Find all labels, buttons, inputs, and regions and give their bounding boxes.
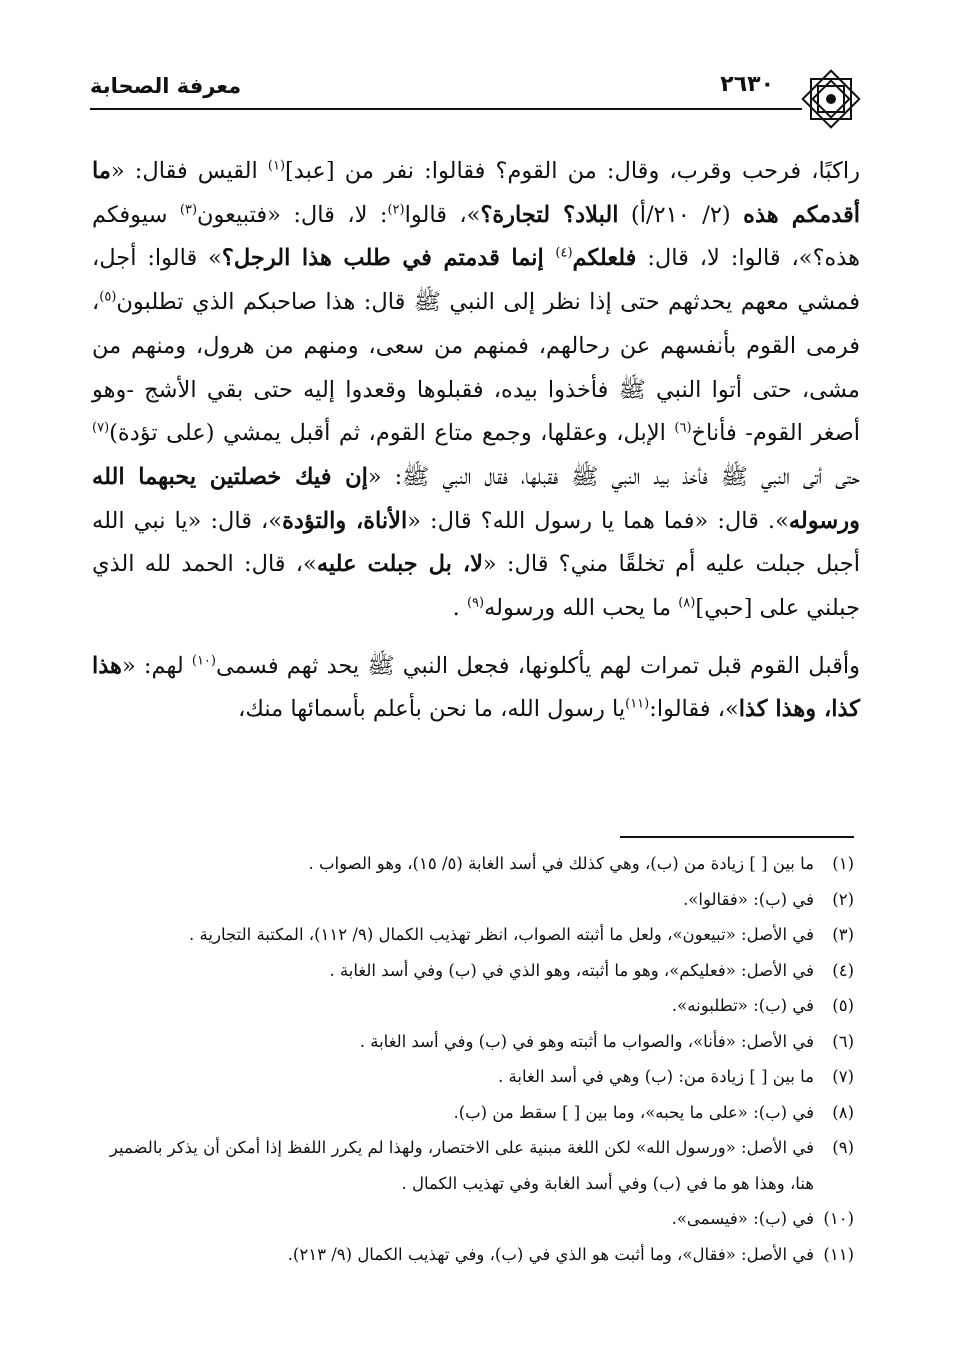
bold-quote: الأناة، والتؤدة (282, 507, 408, 534)
paragraph-1 (92, 150, 860, 631)
footnote-marker: (٦) (674, 420, 692, 436)
text-run: ». قال: «فما هما يا رسول الله؟ قال: « (407, 507, 789, 534)
text-run: حتى أتى النبي ﷺ فأخذ بيد النبي ﷺ فقبلها، فقال النبي ﷺ: « (367, 463, 860, 490)
footnote-number: (٨) (832, 1102, 854, 1122)
footnote-text: ما بين [ ] زيادة من: (ب) وهي في أسد الغابة . (498, 1067, 814, 1086)
footnote-text: في الأصل: «تبيعون»، ولعل ما أثبته الصواب، انظر تهذيب الكمال (٩/ ١١٢)، المكتبة التجارية . (189, 925, 814, 944)
footnote (82, 1130, 854, 1201)
footnote-text: في الأصل: «فعليكم»، وهو ما أثبته، وهو الذي في (ب) وفي أسد الغابة . (329, 960, 814, 980)
footnote-marker: (١١) (625, 696, 650, 712)
footnote-number: (٣) (832, 925, 854, 944)
text-run: يا رسول الله، ما نحن بأعلم بأسمائها منك، (238, 696, 626, 723)
bold-quote: البلاد؟ لتجارة؟ (480, 201, 619, 228)
footnote-text: في (ب): «تطلبونه». (671, 996, 814, 1015)
footnote-number: (٩) (832, 1138, 854, 1157)
footnote-number: (١٠) (823, 1209, 854, 1228)
footnote (82, 1024, 854, 1060)
footnote (82, 1237, 854, 1273)
footnote-number: (٢) (832, 889, 854, 909)
text-run: »، قال: الحمد لله الذي جبلني على [حبي] (92, 551, 860, 622)
text-run: القيس فقال: « (110, 158, 268, 184)
text-run: : لا، قال: «فتبيعون (197, 201, 388, 228)
footnote-number: (٦) (832, 1031, 854, 1051)
footnote-number: (١١) (823, 1244, 854, 1264)
text-run: »، فقالوا: (649, 696, 739, 723)
footnote (82, 1059, 854, 1095)
footnote-text: في (ب): «على ما يحبه»، وما بين [ ] سقط من (ب). (453, 1102, 814, 1122)
footnote-text: في الأصل: «فأنا»، والصواب ما أثبته وهو في (ب) وفي أسد الغابة . (359, 1031, 814, 1051)
running-title: معرفة الصحابة (90, 74, 242, 98)
footnote-marker: (١٠) (191, 653, 216, 669)
footnote-separator (620, 836, 854, 838)
text-run: . (452, 595, 467, 622)
page-number: ٢٦٣٠ (720, 72, 774, 97)
footnote-text: ما بين [ ] زيادة من (ب)، وهي كذلك في أسد الغابة (٥/ ١٥)، وهو الصواب . (308, 854, 814, 873)
footnote-text: في الأصل: «فقال»، وما أثبت هو الذي في (ب)، وفي تهذيب الكمال (٩/ ٢١٣). (287, 1244, 814, 1264)
footnote-text: في (ب): «فيسمى». (671, 1209, 814, 1228)
footnote (82, 953, 854, 989)
footnote-marker: (٢) (387, 202, 405, 218)
footnote-marker: (٨) (678, 595, 696, 611)
footnote-text: في (ب): «فقالوا». (683, 889, 814, 909)
footnote (82, 846, 854, 882)
footnote (82, 917, 854, 953)
octagram-ornament-icon (800, 68, 862, 130)
footnote (82, 1095, 854, 1131)
paragraph-2 (92, 645, 860, 732)
text-run: ، فرمى القوم بأنفسهم عن رحالهم، فمنهم من سعى، ومنهم من هرول، ومنهم من مشى، حتى أتوا النبي ﷺ فأخذوا بيده، فقبلوها وقعدوا إليه حتى بقي الأشج -وهو أصغر القوم- فأناخ (92, 289, 861, 447)
footnote-marker: (١) (267, 158, 286, 174)
footnote-number: (١) (832, 854, 854, 873)
footnote (82, 988, 854, 1024)
text-run: ما يحب الله ورسوله (484, 595, 679, 622)
text-run: » قالوا: أجل، فمشي معهم يحدثهم حتى إذا نظر إلى النبي ﷺ قال: هذا صاحبكم الذي تطلبون (92, 245, 860, 316)
text-run: وأقبل القوم قبل تمرات لهم يأكلونها، فجعل النبي ﷺ يحد ثهم فسمى (216, 652, 860, 679)
footnote-marker: (٩) (466, 595, 485, 611)
bold-quote: لا، بل جبلت عليه (316, 551, 483, 578)
footnote-marker: (٧) (92, 420, 110, 436)
text-run: راكبًا، فرحب وقرب، وقال: من القوم؟ فقالوا: نفر من [عبد] (285, 158, 860, 184)
text-run: »، قالوا (404, 201, 481, 228)
footnote-text: في الأصل: «ورسول الله» لكن اللغة مبنية على الاختصار، ولهذا لم يكرر اللفظ إذا أمكن أن يذكر بالضمير هنا، وهذا هو ما في (ب) وفي أسد الغابة وفي تهذيب الكمال . (109, 1138, 814, 1193)
footnote (82, 882, 854, 918)
main-text (92, 150, 860, 732)
bold-quote: إنما قدمتم في طلب هذا الرجل؟ (221, 245, 556, 272)
text-run: سيوفكم هذه؟»، قالوا: لا، قال: (92, 201, 860, 272)
footnote-marker: (٤) (555, 245, 573, 261)
bold-quote: فلعلكم (572, 245, 637, 272)
footnote-number: (٤) (832, 960, 854, 980)
text-run: الإبل، وعقلها، وجمع متاع القوم، ثم أقبل يمشي (على تؤدة) (109, 420, 675, 447)
footnote-marker: (٣) (179, 202, 198, 218)
bold-quote: إن فيك خصلتين يحبهما الله ورسوله (92, 463, 860, 534)
text-run: لهم: « (121, 652, 192, 679)
bold-quote: ما أقدمكم هذه (92, 158, 861, 228)
header-rule (90, 108, 802, 110)
footnote-marker: (٥) (99, 289, 117, 305)
footnote (82, 1201, 854, 1237)
bold-quote: هذا كذا، وهذا كذا (92, 652, 860, 723)
text-run: »، قال: «يا نبي الله أجبل جبلت عليه أم تخلقًا مني؟ قال: « (92, 507, 860, 578)
page-header (90, 60, 862, 130)
text-run: (٢/ ٢١٠/أ) (618, 201, 744, 228)
footnote-number: (٧) (832, 1067, 854, 1086)
footnote-number: (٥) (832, 996, 854, 1015)
footnotes (82, 846, 854, 1272)
